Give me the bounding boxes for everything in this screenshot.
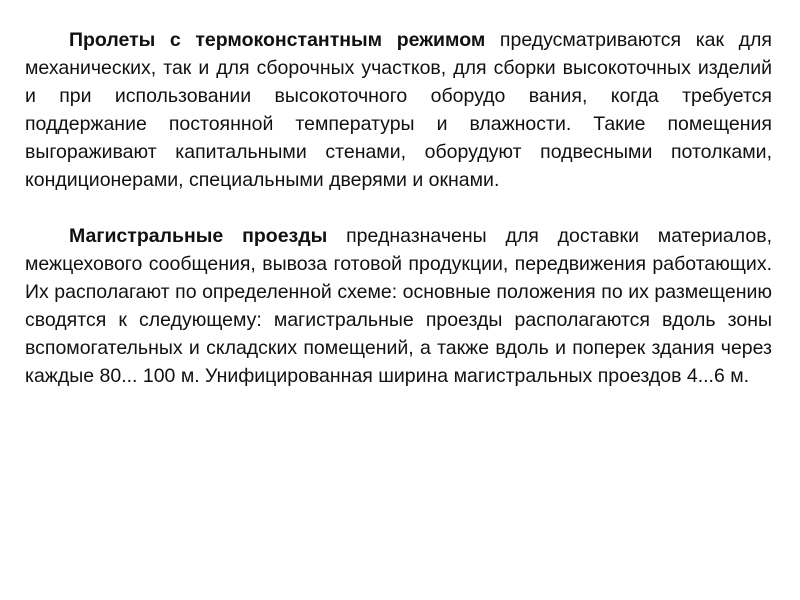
- paragraph-main-passages: [25, 222, 772, 390]
- paragraph-term: Пролеты с термоконстантным режимом: [69, 29, 486, 51]
- paragraph-term: Магистральные проезды: [69, 225, 328, 247]
- paragraph-thermoconstant-bays: [25, 26, 772, 194]
- paragraph-text: предназначены для доставки материалов, межцехового сообщения, вывоза готовой продукции, передвижения работающих. Их располагают по определенной схеме: основные положения по их размещению сводятся к следующему: магистральные проезды располагаются вдоль зоны вспомогательных и складских помещений, а также вдоль и поперек здания через каждые 80... 100 м. Унифицированная ширина магистральных проездов 4...6 м.: [25, 225, 772, 387]
- paragraph-text: предусматриваются как для механических, так и для сборочных участков, для сборки высокоточных изделий и при использовании высокоточного оборудо вания, когда требуется поддержание постоянной температуры и влажности. Такие помещения выгораживают капитальными стенами, оборудуют подвесными потолками, кондиционерами, специальными дверями и окнами.: [25, 29, 772, 191]
